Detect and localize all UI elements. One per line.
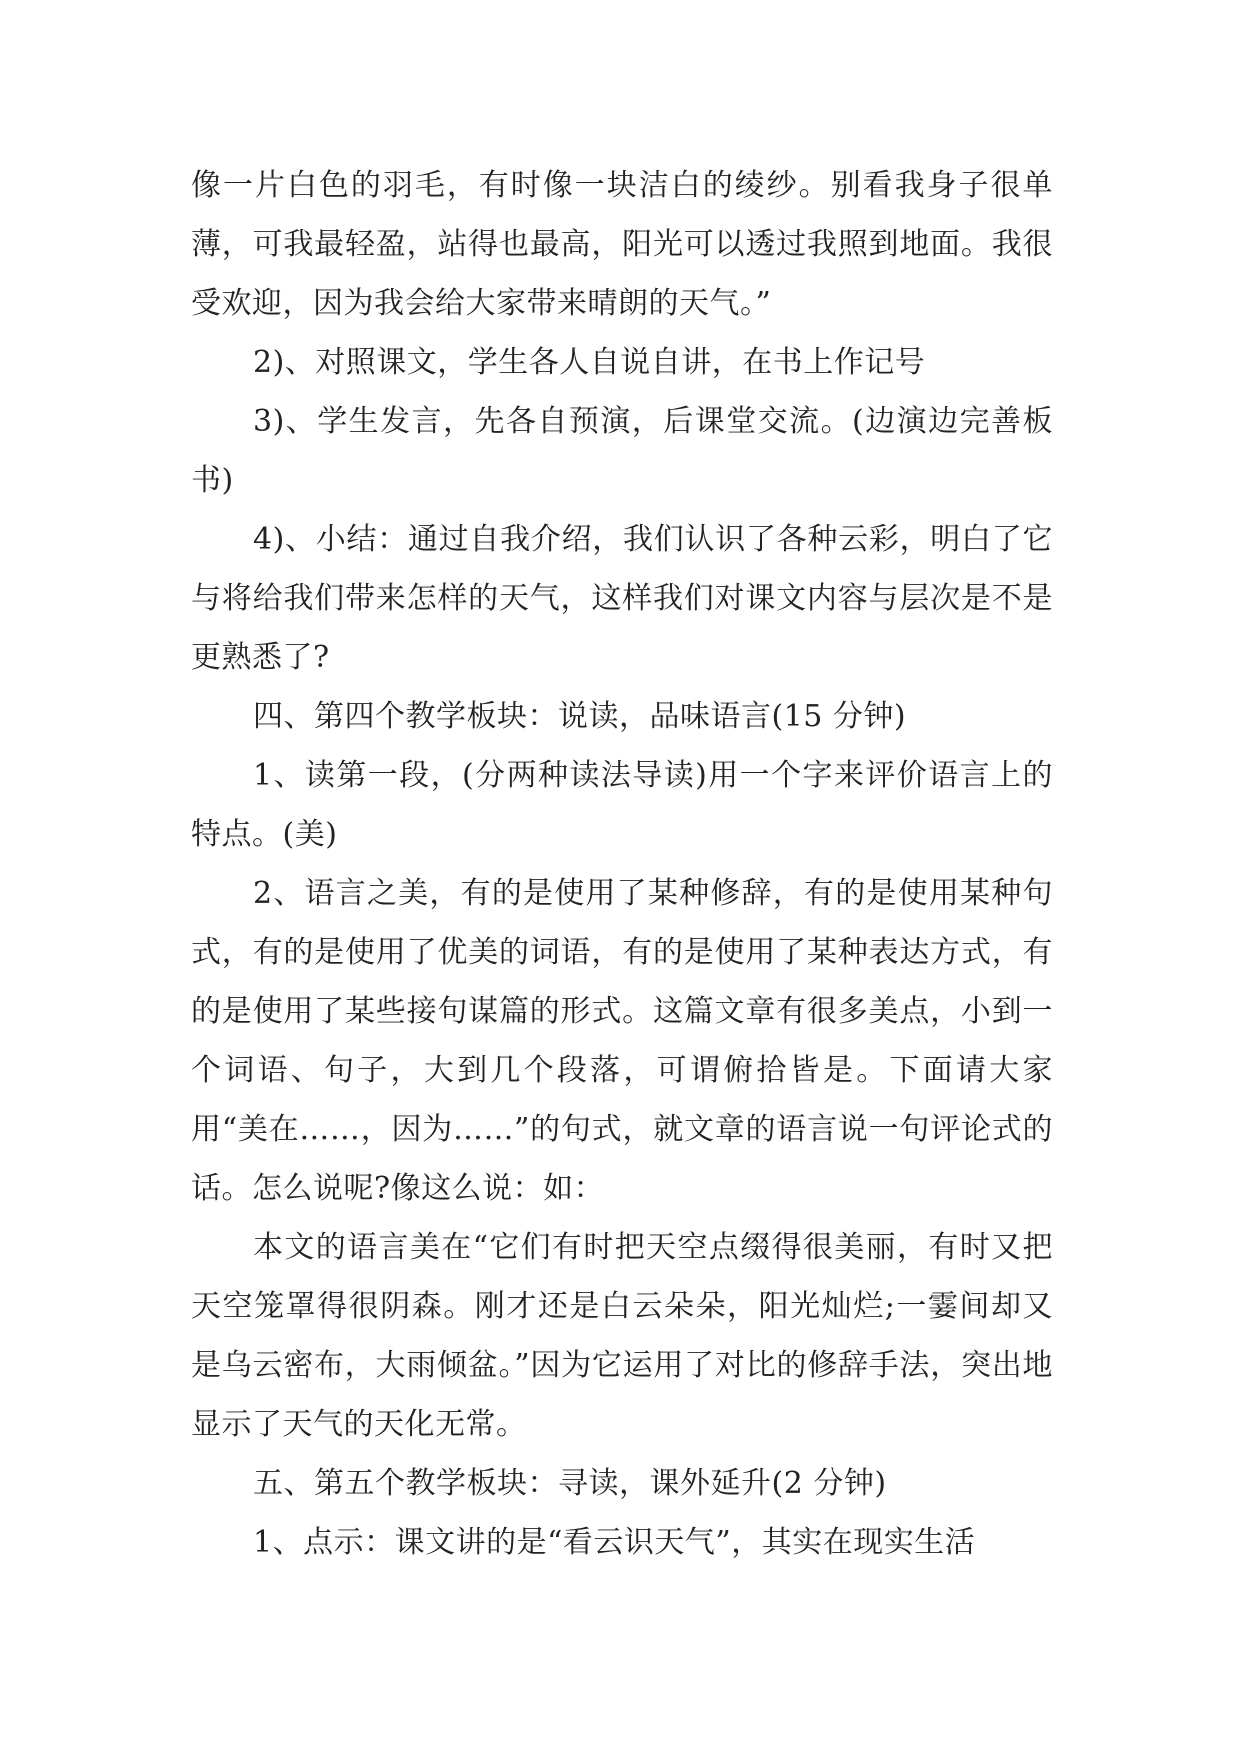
paragraph-step-2: 2)、对照课文，学生各人自说自讲，在书上作记号 [253, 345, 926, 380]
paragraph-item-1: 1、读第一段，(分两种读法导读)用一个字来评价语言上的特点。(美) [191, 758, 1053, 852]
section-heading-4: 四、第四个教学板块：说读，品味语言(15 分钟) [253, 699, 907, 734]
paragraph-step-4-summary: 4)、小结：通过自我介绍，我们认识了各种云彩，明白了它与将给我们带来怎样的天气，这样我们对课文内容与层次是不是更熟悉了? [191, 522, 1053, 675]
paragraph-example: 本文的语言美在“它们有时把天空点缀得很美丽，有时又把天空笼罩得很阴森。刚才还是白云朵朵，阳光灿烂;一霎间却又是乌云密布，大雨倾盆。”因为它运用了对比的修辞手法，突出地显示了天气的天化无常。 [191, 1230, 1053, 1442]
section-heading-5: 五、第五个教学板块：寻读，课外延升(2 分钟) [253, 1466, 887, 1501]
paragraph-item-2: 2、语言之美，有的是使用了某种修辞，有的是使用某种句式，有的是使用了优美的词语，有的是使用了某种表达方式，有的是使用了某些接句谋篇的形式。这篇文章有很多美点，小到一个词语、句子，大到几个段落，可谓俯拾皆是。下面请大家用“美在……，因为……”的句式，就文章的语言说一句评论式的话。怎么说呢?像这么说：如： [191, 876, 1053, 1206]
paragraph-item-1-hint: 1、点示：课文讲的是“看云识天气”，其实在现实生活 [253, 1525, 976, 1560]
document-body [191, 156, 1053, 1572]
paragraph-continuation: 像一片白色的羽毛，有时像一块洁白的绫纱。别看我身子很单薄，可我最轻盈，站得也最高，阳光可以透过我照到地面。我很受欢迎，因为我会给大家带来晴朗的天气。” [191, 168, 1053, 321]
paragraph-step-3: 3)、学生发言，先各自预演，后课堂交流。(边演边完善板书) [191, 404, 1053, 498]
